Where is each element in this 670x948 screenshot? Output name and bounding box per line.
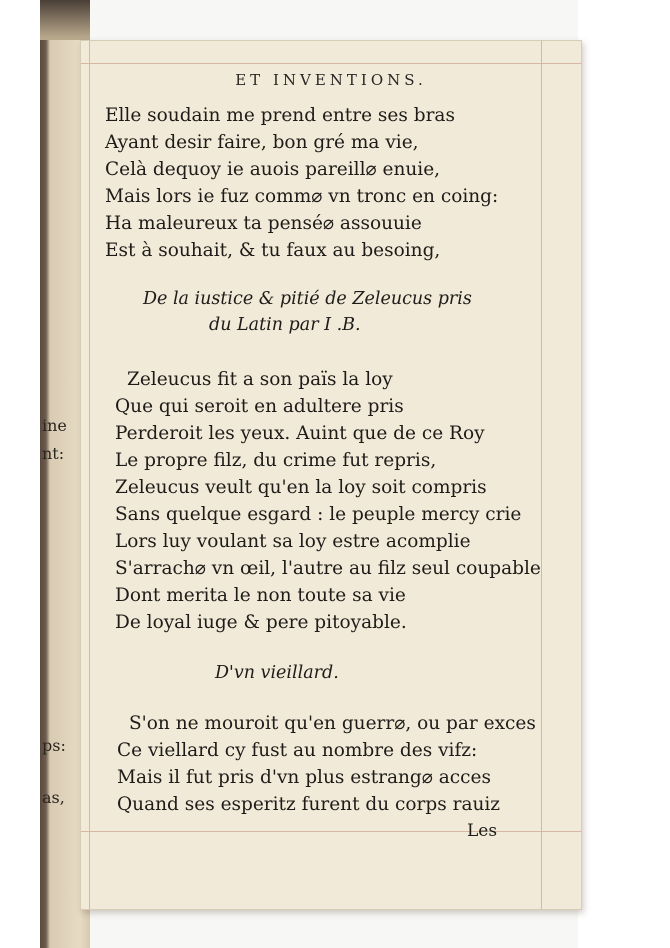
verse-line: Perderoit les yeux. Auint que de ce Roy — [115, 423, 485, 444]
facing-page-fragment: nt: — [42, 444, 65, 463]
backdrop-left — [0, 0, 40, 948]
verse-line: Zeleucus fit a son païs la loy — [127, 369, 393, 390]
facing-page-fragment: ps: — [42, 736, 66, 755]
backdrop-right — [578, 0, 670, 948]
verse-line: S'arrach⌀ vn œil, l'autre au filz seul coupable — [115, 558, 541, 579]
verse-line: Est à souhait, & tu faux au besoing, — [105, 240, 441, 261]
verse-line: Sans quelque esgard : le peuple mercy crie — [115, 504, 522, 525]
verse-line: Le propre filz, du crime fut repris, — [115, 450, 437, 471]
running-header: ET INVENTIONS. — [235, 71, 427, 89]
poem-title: De la iustice & pitié de Zeleucus pris — [143, 289, 472, 309]
page-text — [81, 41, 581, 909]
poem-title: du Latin par I .B. — [209, 315, 361, 335]
verse-line: Mais il fut pris d'vn plus estrang⌀ acces — [117, 767, 491, 788]
verse-line: Dont merita le non toute sa vie — [115, 585, 406, 606]
verse-line: Celà dequoy ie auois pareill⌀ enuie, — [105, 159, 441, 180]
verse-line: Lors luy voulant sa loy estre acomplie — [115, 531, 471, 552]
verse-line: Ce viellard cy fust au nombre des vifz: — [117, 740, 478, 761]
catchword: Les — [467, 821, 498, 841]
binding-edge — [40, 0, 90, 40]
poem-title: D'vn vieillard. — [215, 663, 339, 683]
verse-line: De loyal iuge & pere pitoyable. — [115, 612, 407, 633]
book-page — [80, 40, 582, 910]
facing-page-fragment: as, — [42, 788, 65, 807]
facing-page-fragment: ine — [42, 416, 67, 435]
verse-line: Quand ses esperitz furent du corps rauiz — [117, 794, 501, 815]
verse-line: Mais lors ie fuz comm⌀ vn tronc en coing: — [105, 186, 499, 207]
verse-line: Zeleucus veult qu'en la loy soit compris — [115, 477, 487, 498]
verse-line: S'on ne mouroit qu'en guerr⌀, ou par exces — [129, 713, 536, 734]
verse-line: Que qui seroit en adultere pris — [115, 396, 404, 417]
verse-line: Elle soudain me prend entre ses bras — [105, 105, 455, 126]
verse-line: Ha maleureux ta pensé⌀ assouuie — [105, 213, 422, 234]
verse-line: Ayant desir faire, bon gré ma vie, — [105, 132, 419, 153]
